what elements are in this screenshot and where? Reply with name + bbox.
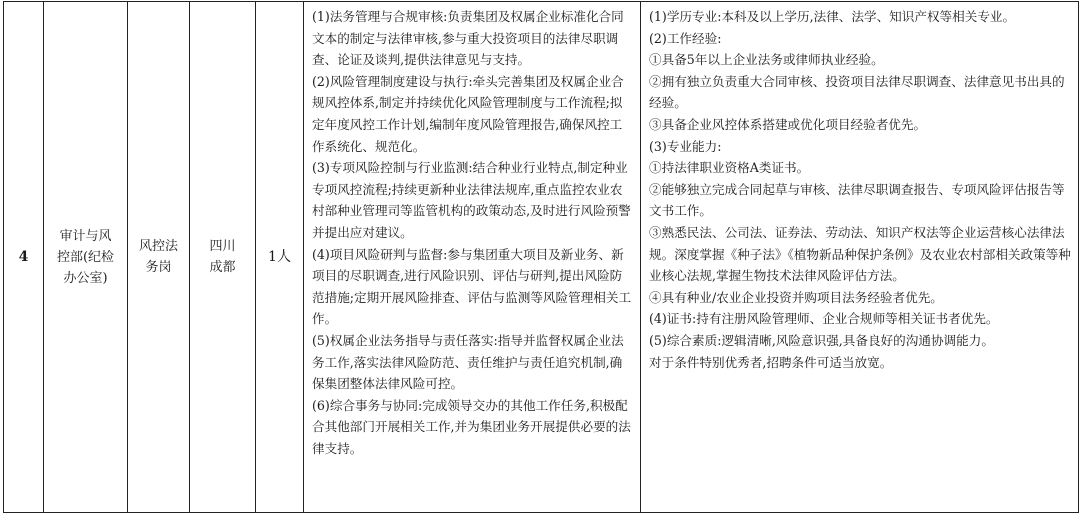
headcount-cell: 1人: [256, 2, 304, 513]
requirement-item: 对于条件特别优秀者,招聘条件可适当放宽。: [649, 354, 893, 370]
position-line: 务岗: [145, 260, 172, 275]
duty-item: (2)风险管理制度建设与执行:牵头完善集团及权属企业合规风控体系,制定并持续优化风险管理制度与工作流程;拟定年度风控工作计划,编制年度风险管理报告,确保风控工作系统化、规范化。: [312, 73, 624, 154]
requirement-item: ④具有种业/农业企业投资并购项目法务经验者优先。: [649, 289, 943, 305]
position-cell: [128, 2, 190, 513]
requirement-item: ①具备5年以上企业法务或律师执业经验。: [649, 52, 884, 68]
job-posting-table: [3, 1, 1079, 513]
row-number: 4: [4, 2, 44, 513]
table-row: [4, 2, 1079, 513]
position-line: 风控法: [138, 239, 178, 254]
requirement-item: ②拥有独立负责重大合同审核、投资项目法律尽职调查、法律意见书出具的经验。: [649, 73, 1065, 111]
requirement-item: (3)专业能力:: [649, 138, 722, 154]
requirements-cell: [641, 2, 1079, 513]
requirement-item: ①持法律职业资格A类证书。: [649, 160, 810, 176]
location-line: 四川: [209, 239, 236, 254]
location-line: 成都: [209, 260, 236, 275]
department-line: 办公室): [63, 270, 108, 286]
department-line: 审计与风: [59, 228, 112, 244]
requirement-item: (2)工作经验:: [649, 30, 722, 46]
duty-item: (6)综合事务与协同:完成领导交办的其他工作任务,积极配合其他部门开展相关工作,并为集团业务开展提供必要的法律支持。: [312, 397, 631, 456]
requirement-item: ③熟悉民法、公司法、证券法、劳动法、知识产权法等企业运营核心法律法规。深度掌握《种子法》《植物新品种保护条例》及农业农村部相关政策等种业核心法规,掌握生物技术法律风险评估方法。: [649, 224, 1071, 284]
requirement-item: ②能够独立完成合同起草与审核、法律尽职调查报告、专项风险评估报告等文书工作。: [649, 181, 1065, 219]
duty-item: (5)权属企业法务指导与责任落实:指导并监督权属企业法务工作,落实法律风险防范、责任维护与责任追究机制,确保集团整体法律风险可控。: [312, 332, 624, 392]
requirement-item: (4)证书:持有注册风险管理师、企业合规师等相关证书者优先。: [649, 311, 999, 327]
duty-item: (4)项目风险研判与监督:参与集团重大项目及新业务、新项目的尽职调查,进行风险识别、评估与研判,提出风险防范措施;定期开展风险排查、评估与监测等风险管理相关工作。: [312, 246, 632, 327]
requirement-item: ③具备企业风控体系搭建或优化项目经验者优先。: [649, 116, 927, 132]
duty-item: (1)法务管理与合规审核:负责集团及权属企业标准化合同文本的制定与法律审核,参与重大投资项目的法律尽职调查、论证及谈判,提供法律意见与支持。: [312, 9, 624, 68]
department-cell: [44, 2, 128, 513]
department-line: 控部(纪检: [56, 249, 115, 265]
requirement-item: (5)综合素质:逻辑清晰,风险意识强,具备良好的沟通协调能力。: [649, 332, 994, 348]
location-cell: [190, 2, 256, 513]
requirement-item: (1)学历专业:本科及以上学历,法律、法学、知识产权等相关专业。: [649, 9, 1016, 24]
duties-cell: [304, 2, 641, 513]
duty-item: (3)专项风险控制与行业监测:结合种业行业特点,制定种业专项风控流程;持续更新种业法律法规库,重点监控农业农村部种业管理司等监管机构的政策动态,及时进行风险预警并提出应对建议。: [312, 160, 631, 240]
